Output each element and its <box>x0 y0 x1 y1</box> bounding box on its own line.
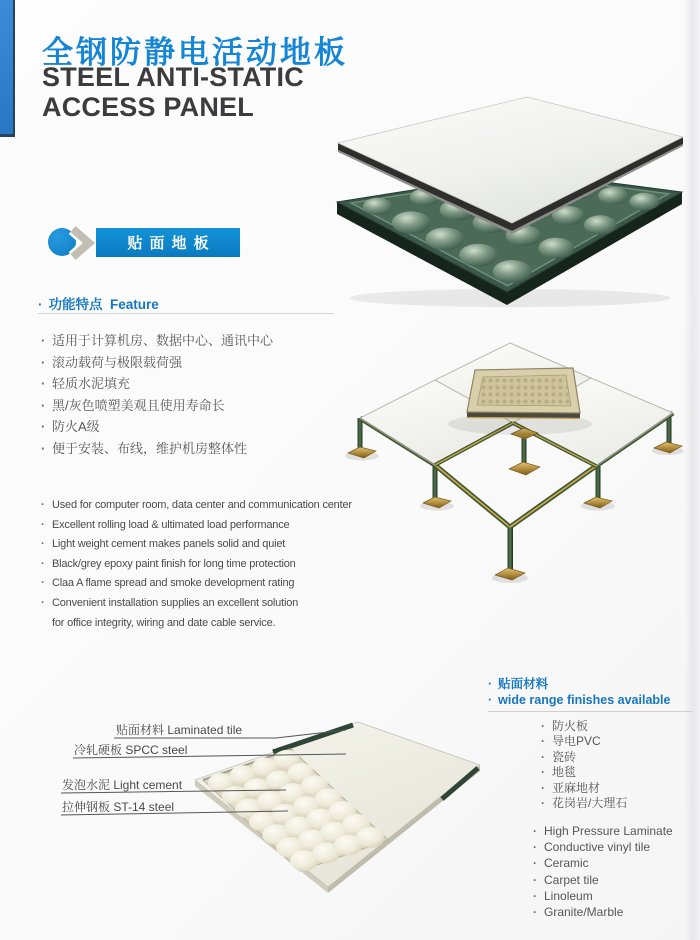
page-title-english-line2: ACCESS PANEL <box>42 92 254 122</box>
panel-cutaway-diagram <box>28 700 488 938</box>
installed-floor-image <box>298 328 700 628</box>
list-item: · 花岗岩/大理石 <box>540 796 690 811</box>
finishes-divider <box>488 711 692 712</box>
list-item: · 便于安装、布线，维护机房整体性 <box>40 438 350 460</box>
section-banner <box>46 226 256 260</box>
list-item: · Convenient installation supplies an excellent solution <box>40 594 370 614</box>
layer-label-st14-steel: 拉伸钢板 ST-14 steel <box>62 800 175 814</box>
cutaway-panel-image <box>28 700 488 938</box>
list-item: · Carpet tile <box>532 872 697 888</box>
header-dot: · <box>488 692 493 707</box>
list-item: · 亚麻地材 <box>540 781 690 796</box>
list-item: · Black/grey epoxy paint finish for long time protection <box>40 555 370 575</box>
finishes-header-en-row <box>488 693 670 709</box>
feature-section-header <box>38 293 159 313</box>
finishes-list-chinese <box>540 719 690 811</box>
list-item: · 地毯 <box>540 765 690 780</box>
layer-label-laminated-tile: 贴面材料 Laminated tile <box>116 723 243 737</box>
finishes-title-en: wide range finishes available <box>498 692 671 707</box>
list-item: · Light weight cement makes panels solid and quiet <box>40 535 370 555</box>
list-item: · 滚动载荷与极限载荷强 <box>40 352 350 374</box>
list-item: · 瓷砖 <box>540 750 690 765</box>
header-dot: · <box>38 297 43 312</box>
list-item: · 适用于计算机房、数据中心、通讯中心 <box>40 330 350 352</box>
list-item: · Claa A flame spread and smoke development rating <box>40 574 370 594</box>
list-item: · 轻质水泥填充 <box>40 373 350 395</box>
list-item: · Linoleum <box>532 888 697 904</box>
list-item: · 黑/灰色喷塑美观且使用寿命长 <box>40 395 350 417</box>
list-item: · 防火A级 <box>40 416 350 438</box>
page-title-chinese: 全钢防静电活动地板 <box>42 35 348 70</box>
finishes-list-english <box>532 823 697 920</box>
feature-divider <box>38 313 334 314</box>
list-item: · 导电PVC <box>540 734 690 749</box>
finishes-header-cn-row <box>488 677 670 693</box>
pedestal <box>492 527 528 583</box>
banner-title: 贴面地板 <box>96 228 240 257</box>
list-item: · Conductive vinyl tile <box>532 839 697 855</box>
finishes-title-cn: 贴面材料 <box>498 677 549 691</box>
header-dot: · <box>488 677 493 691</box>
feature-title-cn: 功能特点 <box>48 297 103 312</box>
list-item: · Excellent rolling load & ultimated load performance <box>40 516 370 536</box>
list-item: · 防火板 <box>540 719 690 734</box>
exploded-panel-image <box>318 88 700 308</box>
list-item: · Granite/Marble <box>532 904 697 920</box>
list-item: · High Pressure Laminate <box>532 823 697 839</box>
list-item-continuation: for office integrity, wiring and date cable service. <box>52 616 276 629</box>
layer-label-spcc-steel: 冷轧硬板 SPCC steel <box>74 743 188 757</box>
page-title-english-line1: STEEL ANTI-STATIC <box>42 62 304 92</box>
feature-title-en: Feature <box>110 297 159 312</box>
pedestal <box>420 465 454 511</box>
finishes-section-header <box>488 677 670 708</box>
list-item: · Ceramic <box>532 855 697 871</box>
left-edge-accent-bar <box>0 0 15 137</box>
layer-label-light-cement: 发泡水泥 Light cement <box>62 778 183 792</box>
list-item: · Used for computer room, data center and communication center <box>40 496 370 516</box>
page-title-english <box>42 62 304 122</box>
